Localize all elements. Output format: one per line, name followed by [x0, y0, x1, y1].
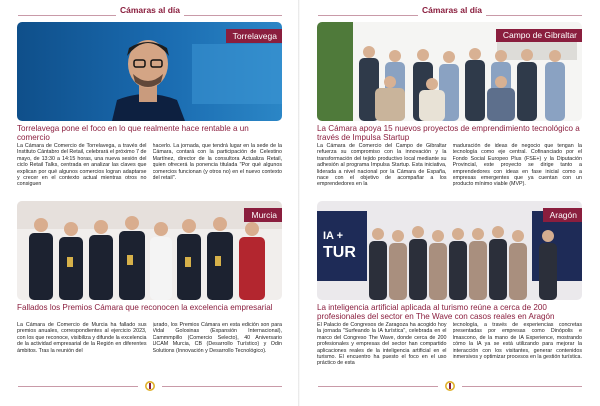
footer-rule-right	[462, 386, 582, 387]
region-tag: Aragón	[543, 208, 582, 222]
header-rule-right	[184, 15, 282, 16]
article-photo	[17, 201, 282, 300]
article-murcia	[17, 201, 282, 371]
body-column-2: maduración de ideas de negocio que tengan la tecnología como eje central. Cofinanciado por el Fondo Social Europeo Plus (FSE+) y la Diputación Provincial, este proyecto se dirige tanto a emprendedores con ideas en fase inicial como a empresas emergentes que ya cuentan con un producto mínimo viable (MVP).	[452, 143, 582, 188]
award-winners-photo-image	[17, 201, 282, 300]
header-rule-right	[486, 15, 582, 16]
article-title[interactable]: La inteligencia artificial aplicada al turismo reúne a cerca de 200 profesionales del sector en The Wave con casos reales en Aragón	[317, 303, 555, 321]
article-photo	[317, 22, 582, 121]
section-header: Cámaras al día	[120, 5, 181, 15]
body-column-2: jurado, los Premios Cámara en esta edición son para Vidal Golosinas (Expansión Internacional), Cammmpillo (Comercio Selecto), 40 Aniversario UCAM Murcia, CB (Desarrollo Turístico) y Odin Solutions (Innovación y Desarrollo Tecnológico).	[152, 322, 282, 354]
banner-text-line1: IA +	[323, 230, 344, 242]
chamber-logo-icon	[445, 381, 455, 391]
body-column-1: La Cámara de Comercio de Murcia ha fallado sus premios anuales, correspondientes al ejercicio 2023, con los que reconoce, visibiliza y difunde la excelencia de la actividad empresarial de la Región en diferentes ámbitos. Tras la reunión del	[17, 322, 147, 354]
article-body	[317, 322, 582, 371]
chamber-logo-icon	[145, 381, 155, 391]
body-column-1: El Palacio de Congresos de Zaragoza ha acogido hoy la jornada "Surfeando la IA turística", celebrada en el marco del Congreso The Wave, donde cerca de 200 profesionales y empresas del sector han compartido aplicaciones reales de la inteligencia artificial en el turismo. El encuentro ha puesto el foco en el uso práctico de esta	[317, 322, 447, 367]
header-rule-left	[18, 15, 116, 16]
footer-rule-right	[162, 386, 282, 387]
body-column-2: hacerlo. La jornada, que tendrá lugar en la sede de la Cámara, contará con la participación de Celestino Martínez, director de la consultora Actualiza Retail, quien ofrecerá la ponencia titulada "Por qué algunos comercios funcionan (y otros no) en el nuevo contexto del retail".	[152, 143, 282, 182]
region-tag: Torrelavega	[226, 29, 282, 43]
article-title[interactable]: Torrelavega pone el foco en lo que realmente hace rentable a un comercio	[17, 124, 249, 142]
right-page	[300, 0, 600, 406]
region-tag: Murcia	[244, 208, 282, 222]
article-title[interactable]: Fallados los Premios Cámara que reconocen la excelencia empresarial	[17, 303, 273, 312]
footer-rule-left	[318, 386, 438, 387]
article-photo	[317, 201, 582, 300]
banner-text-line2: TUR	[323, 244, 356, 261]
article-torrelavega	[17, 22, 282, 198]
article-body	[17, 143, 282, 198]
article-aragon	[317, 201, 582, 371]
article-photo	[17, 22, 282, 121]
header-rule-left	[318, 15, 418, 16]
article-body	[317, 143, 582, 198]
body-column-1: La Cámara de Comercio de Torrelavega, a través del Instituto Cántabro del Retail, celebrará el próximo 7 de mayo, de 13:30 a 14:15 horas, una nueva sesión del ciclo Retail Talks, centrada en analizar las claves que explican por qué algunos comercios logran adaptarse y crecer en el contexto actual mientras otros no consiguen	[17, 143, 147, 188]
section-header: Cámaras al día	[422, 5, 483, 15]
region-tag: Campo de Gibraltar	[496, 29, 582, 42]
footer-rule-left	[18, 386, 138, 387]
body-column-2: tecnología, a través de experiencias concretas presentadas por empresas como Dinópolis e Imascono, de la mano de IA Experience, mostrando cómo la IA ya se está utilizando para mejorar la interacción con los visitantes, generar contenidos inmersivos y optimizar procesos en la gestión turística.	[452, 322, 582, 361]
article-campo-de-gibraltar	[317, 22, 582, 198]
article-body	[17, 322, 282, 371]
article-title[interactable]: La Cámara apoya 15 nuevos proyectos de emprendimiento tecnológico a través de Impulsa Startup	[317, 124, 580, 142]
body-column-1: La Cámara de Comercio del Campo de Gibraltar refuerza su compromiso con la innovación y la transformación del tejido productivo local mediante su adhesión al programa Impulsa Startup. Esta iniciativa, liderada a nivel nacional por la Cámara de España, nace con el objetivo de acompañar a los emprendedores en la	[317, 143, 447, 188]
